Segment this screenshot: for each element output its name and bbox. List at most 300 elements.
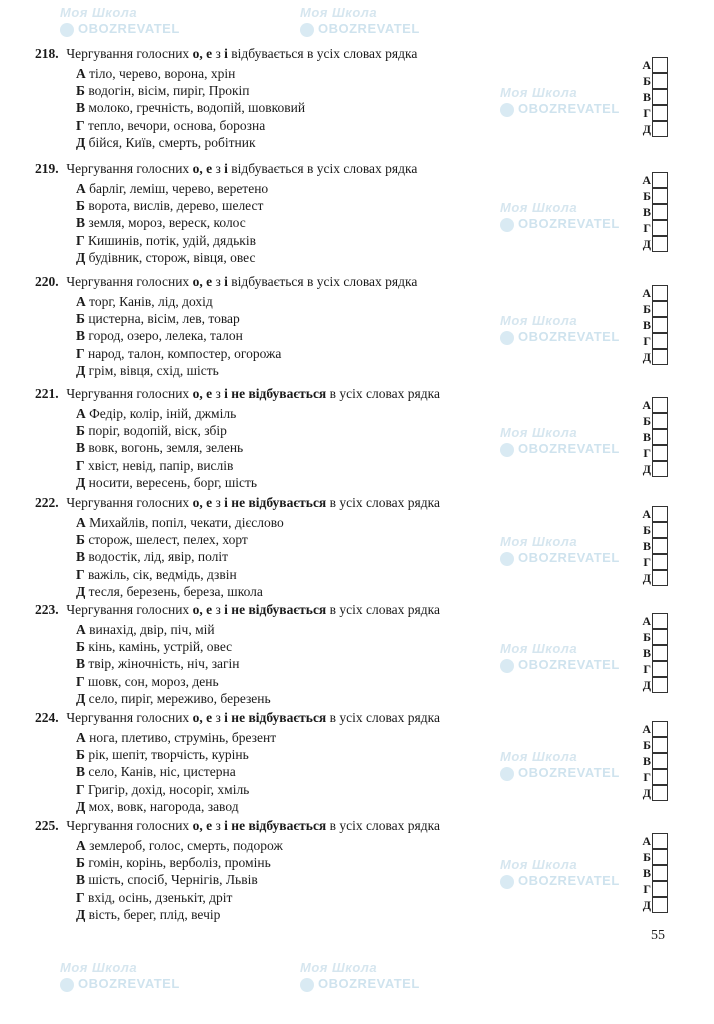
option-text: важіль, сік, ведмідь, дзвін [87, 566, 237, 582]
answer-letter: А [642, 286, 651, 300]
watermark-brand: Моя Школа [500, 749, 578, 764]
answer-option [76, 232, 268, 249]
answer-letter: Г [643, 662, 651, 676]
answer-choice [640, 413, 668, 429]
option-letter: Д [76, 249, 86, 265]
stem-text: з [212, 274, 225, 289]
answer-choice [640, 73, 668, 89]
stem-text: з [212, 495, 225, 510]
answer-option [76, 99, 305, 116]
answer-option [76, 457, 257, 474]
option-letter: А [76, 515, 86, 530]
option-text: шовк, сон, мороз, день [87, 673, 219, 689]
watermark-logo-icon [60, 978, 74, 992]
answer-checkbox[interactable] [652, 661, 668, 677]
answer-choice [640, 333, 668, 349]
option-text: торг, Канів, лід, дохід [89, 294, 213, 309]
answer-letter: Г [643, 555, 651, 569]
answer-choice [640, 613, 668, 629]
answer-option [76, 134, 305, 151]
answer-letter: Б [643, 850, 651, 864]
watermark-brand: Моя Школа [500, 85, 578, 100]
option-text: барліг, леміш, черево, веретено [89, 181, 269, 196]
option-letter: Д [76, 474, 86, 490]
answer-choice [640, 737, 668, 753]
watermark-brand: Моя Школа [300, 960, 378, 975]
stem-bold: о, е [192, 602, 213, 617]
answer-boxes [640, 57, 668, 137]
stem-text: Чергування голосних [66, 818, 193, 833]
option-text: нога, плетиво, струмінь, брезент [89, 730, 277, 745]
page-number: 55 [651, 928, 665, 943]
answer-option [76, 345, 281, 362]
answer-checkbox[interactable] [652, 220, 668, 236]
watermark-brand: OBOZREVATEL [78, 21, 180, 36]
answer-choice [640, 570, 668, 586]
answer-letter: Г [643, 882, 651, 896]
answer-choice [640, 172, 668, 188]
option-letter: Г [76, 566, 85, 582]
answer-checkbox[interactable] [652, 570, 668, 586]
options-list [76, 293, 281, 379]
answer-letter: Б [643, 414, 651, 428]
answer-checkbox[interactable] [652, 285, 668, 301]
answer-checkbox[interactable] [652, 897, 668, 913]
answer-checkbox[interactable] [652, 57, 668, 73]
options-list [76, 837, 283, 923]
answer-letter: Д [642, 122, 651, 136]
answer-choice [640, 89, 668, 105]
answer-choice [640, 461, 668, 477]
option-letter: Б [76, 423, 85, 439]
answer-choice [640, 554, 668, 570]
answer-checkbox[interactable] [652, 833, 668, 849]
answer-boxes [640, 172, 668, 252]
answer-boxes [640, 397, 668, 477]
stem-text: Чергування голосних [66, 161, 193, 176]
stem-negation: не відбувається [227, 386, 327, 401]
option-text: грім, вівця, схід, шість [88, 362, 219, 378]
option-letter: Г [76, 117, 85, 133]
answer-choice [640, 538, 668, 554]
watermark [300, 5, 420, 37]
answer-letter: А [642, 58, 651, 72]
stem-text: Чергування голосних [66, 710, 193, 725]
answer-choice [640, 445, 668, 461]
answer-option [76, 621, 271, 638]
question-225 [0, 817, 714, 925]
stem-text: відбувається в усіх словах рядка [227, 46, 418, 61]
stem-text: Чергування голосних [66, 386, 193, 401]
option-letter: А [76, 622, 86, 637]
answer-option [76, 514, 284, 531]
option-letter: Г [76, 345, 85, 361]
option-text: вість, берег, плід, вечір [88, 906, 221, 922]
answer-boxes [640, 285, 668, 365]
answer-letter: Г [643, 334, 651, 348]
watermark-brand: OBOZREVATEL [518, 329, 620, 344]
answer-checkbox[interactable] [652, 769, 668, 785]
answer-choice [640, 204, 668, 220]
option-letter: Б [76, 198, 85, 214]
option-text: земля, мороз, вереск, колос [88, 215, 246, 231]
answer-choice [640, 397, 668, 413]
answer-option [76, 889, 283, 906]
watermark-brand: OBOZREVATEL [318, 976, 420, 991]
option-letter: А [76, 294, 86, 309]
answer-choice [640, 661, 668, 677]
option-text: Григір, дохід, носоріг, хміль [87, 781, 250, 797]
stem-text: Чергування голосних [66, 274, 193, 289]
answer-option [76, 439, 257, 456]
question-stem [35, 45, 417, 62]
option-text: твір, жіночність, ніч, загін [88, 656, 240, 672]
options-list [76, 514, 284, 600]
answer-option [76, 293, 281, 310]
answer-letter: А [642, 398, 651, 412]
stem-bold: о, е [192, 495, 213, 510]
answer-checkbox[interactable] [652, 397, 668, 413]
stem-text: відбувається в усіх словах рядка [227, 274, 418, 289]
watermark-brand: OBOZREVATEL [518, 550, 620, 565]
option-text: вхід, осінь, дзенькіт, дріт [87, 889, 233, 905]
answer-choice [640, 429, 668, 445]
answer-option [76, 327, 281, 344]
answer-option [76, 197, 268, 214]
option-text: Михайлів, попіл, чекати, дієслово [89, 515, 284, 530]
answer-choice [640, 121, 668, 137]
stem-text: з [212, 710, 225, 725]
option-letter: Г [76, 673, 85, 689]
option-letter: Б [76, 747, 85, 763]
options-list [76, 65, 305, 151]
question-220 [0, 273, 714, 381]
question-number: 221. [35, 386, 59, 401]
option-letter: В [76, 872, 86, 888]
watermark-brand: Моя Школа [500, 857, 578, 872]
stem-bold: о, е [192, 818, 213, 833]
option-text: Кишинів, потік, удій, дядьків [87, 232, 256, 248]
answer-checkbox[interactable] [652, 89, 668, 105]
option-text: народ, талон, компостер, огорожа [87, 345, 282, 361]
answer-checkbox[interactable] [652, 445, 668, 461]
stem-text: Чергування голосних [66, 46, 193, 61]
option-text: шість, спосіб, Чернігів, Львів [88, 872, 258, 888]
answer-choice [640, 849, 668, 865]
option-text: землероб, голос, смерть, подорож [89, 838, 283, 853]
options-list [76, 180, 268, 266]
answer-checkbox[interactable] [652, 881, 668, 897]
answer-letter: В [642, 318, 651, 332]
stem-text: в усіх словах рядка [326, 602, 440, 617]
option-letter: В [76, 549, 86, 565]
answer-letter: Д [642, 350, 651, 364]
option-text: вовк, вогонь, земля, зелень [88, 440, 244, 456]
answer-boxes [640, 506, 668, 586]
answer-checkbox[interactable] [652, 865, 668, 881]
stem-bold: о, е [192, 386, 213, 401]
answer-checkbox[interactable] [652, 317, 668, 333]
answer-option [76, 117, 305, 134]
answer-option [76, 362, 281, 379]
question-stem [35, 817, 440, 834]
option-letter: Б [76, 83, 85, 99]
option-text: тесля, березень, береза, школа [88, 583, 263, 599]
stem-bold: і [224, 710, 228, 725]
answer-letter: А [642, 614, 651, 628]
answer-option [76, 214, 268, 231]
stem-bold: і [224, 274, 228, 289]
watermark-brand: Моя Школа [500, 200, 578, 215]
answer-letter: Б [643, 189, 651, 203]
question-number: 219. [35, 161, 59, 176]
option-letter: В [76, 764, 86, 780]
options-list [76, 729, 276, 815]
stem-negation: не відбувається [227, 495, 327, 510]
answer-checkbox[interactable] [652, 301, 668, 317]
answer-choice [640, 629, 668, 645]
question-number: 220. [35, 274, 59, 289]
answer-checkbox[interactable] [652, 121, 668, 137]
answer-letter: Г [643, 770, 651, 784]
watermark-brand: OBOZREVATEL [518, 101, 620, 116]
question-number: 218. [35, 46, 59, 61]
answer-choice [640, 285, 668, 301]
option-letter: Д [76, 134, 86, 150]
stem-negation: не відбувається [227, 602, 327, 617]
answer-checkbox[interactable] [652, 522, 668, 538]
option-letter: Б [76, 532, 85, 548]
answer-checkbox[interactable] [652, 554, 668, 570]
option-text: бійся, Київ, смерть, робітник [88, 134, 256, 150]
watermark-brand: Моя Школа [500, 534, 578, 549]
answer-checkbox[interactable] [652, 753, 668, 769]
answer-checkbox[interactable] [652, 105, 668, 121]
option-text: Федір, колір, іній, джміль [89, 406, 237, 421]
option-text: сторож, шелест, пелех, хорт [88, 532, 248, 548]
answer-option [76, 82, 305, 99]
option-text: винахід, двір, піч, мій [89, 622, 215, 637]
answer-option [76, 729, 276, 746]
option-text: носити, вересень, борг, шість [88, 474, 258, 490]
question-222 [0, 494, 714, 602]
option-text: водостік, лід, явір, політ [88, 549, 229, 565]
watermark-brand: Моя Школа [60, 5, 138, 20]
answer-choice [640, 301, 668, 317]
answer-letter: А [642, 834, 651, 848]
watermark-brand: OBOZREVATEL [318, 21, 420, 36]
option-letter: Б [76, 311, 85, 327]
answer-choice [640, 506, 668, 522]
watermark-brand: Моя Школа [500, 641, 578, 656]
option-letter: А [76, 838, 86, 853]
answer-letter: Д [642, 678, 651, 692]
answer-checkbox[interactable] [652, 73, 668, 89]
answer-checkbox[interactable] [652, 737, 668, 753]
option-text: ворота, вислів, дерево, шелест [88, 198, 264, 214]
answer-letter: Б [643, 630, 651, 644]
stem-bold: і [224, 818, 228, 833]
option-letter: Д [76, 690, 86, 706]
option-letter: А [76, 66, 86, 81]
answer-choice [640, 522, 668, 538]
answer-checkbox[interactable] [652, 629, 668, 645]
question-221 [0, 385, 714, 493]
watermark-brand: Моя Школа [300, 5, 378, 20]
stem-text: з [212, 386, 225, 401]
answer-letter: Г [643, 221, 651, 235]
answer-option [76, 798, 276, 815]
stem-bold: і [224, 602, 228, 617]
answer-choice [640, 753, 668, 769]
answer-choice [640, 317, 668, 333]
question-stem [35, 273, 417, 290]
watermark-brand: OBOZREVATEL [518, 657, 620, 672]
options-list [76, 405, 257, 491]
question-stem [35, 494, 440, 511]
stem-bold: і [224, 495, 228, 510]
answer-checkbox[interactable] [652, 413, 668, 429]
question-stem [35, 385, 440, 402]
answer-letter: В [642, 646, 651, 660]
option-text: кінь, камінь, устрій, овес [88, 639, 233, 655]
answer-checkbox[interactable] [652, 333, 668, 349]
option-text: тепло, вечори, основа, борозна [87, 117, 266, 133]
answer-checkbox[interactable] [652, 785, 668, 801]
options-list [76, 621, 271, 707]
answer-letter: В [642, 866, 651, 880]
question-218 [0, 45, 714, 153]
answer-letter: Д [642, 786, 651, 800]
answer-option [76, 65, 305, 82]
option-letter: Г [76, 457, 85, 473]
stem-negation: не відбувається [227, 818, 327, 833]
question-number: 222. [35, 495, 59, 510]
option-text: будівник, сторож, вівця, овес [88, 249, 256, 265]
answer-choice [640, 881, 668, 897]
answer-checkbox[interactable] [652, 721, 668, 737]
option-letter: А [76, 181, 86, 196]
option-letter: Б [76, 639, 85, 655]
question-number: 224. [35, 710, 59, 725]
watermark-brand: Моя Школа [500, 313, 578, 328]
answer-checkbox[interactable] [652, 236, 668, 252]
answer-option [76, 583, 284, 600]
answer-option [76, 548, 284, 565]
answer-option [76, 566, 284, 583]
option-text: поріг, водопій, віск, збір [88, 423, 227, 439]
stem-bold: о, е [192, 46, 213, 61]
option-text: рік, шепіт, творчість, курінь [88, 747, 249, 763]
option-text: цистерна, вісім, лев, товар [88, 311, 240, 327]
answer-choice [640, 677, 668, 693]
watermark-logo-icon [60, 23, 74, 37]
answer-letter: Д [642, 462, 651, 476]
answer-choice [640, 57, 668, 73]
option-letter: Д [76, 798, 86, 814]
question-219 [0, 160, 714, 268]
option-letter: Д [76, 362, 86, 378]
stem-text: в усіх словах рядка [326, 495, 440, 510]
option-letter: В [76, 656, 86, 672]
answer-option [76, 531, 284, 548]
answer-letter: Г [643, 446, 651, 460]
answer-letter: Д [642, 571, 651, 585]
answer-choice [640, 769, 668, 785]
answer-checkbox[interactable] [652, 172, 668, 188]
stem-text: в усіх словах рядка [326, 710, 440, 725]
stem-text: в усіх словах рядка [326, 386, 440, 401]
answer-checkbox[interactable] [652, 677, 668, 693]
option-letter: Г [76, 232, 85, 248]
answer-option [76, 871, 283, 888]
answer-checkbox[interactable] [652, 204, 668, 220]
answer-option [76, 638, 271, 655]
answer-checkbox[interactable] [652, 849, 668, 865]
answer-letter: Б [643, 302, 651, 316]
answer-option [76, 673, 271, 690]
stem-text: з [212, 46, 225, 61]
answer-choice [640, 833, 668, 849]
option-text: тіло, черево, ворона, хрін [89, 66, 236, 81]
answer-checkbox[interactable] [652, 349, 668, 365]
option-letter: Г [76, 889, 85, 905]
answer-letter: А [642, 722, 651, 736]
answer-letter: В [642, 205, 651, 219]
watermark-brand: OBOZREVATEL [518, 216, 620, 231]
answer-option [76, 310, 281, 327]
answer-option [76, 746, 276, 763]
answer-choice [640, 897, 668, 913]
answer-checkbox[interactable] [652, 613, 668, 629]
stem-text: з [212, 161, 225, 176]
stem-text: в усіх словах рядка [326, 818, 440, 833]
answer-option [76, 422, 257, 439]
answer-checkbox[interactable] [652, 506, 668, 522]
answer-checkbox[interactable] [652, 538, 668, 554]
answer-choice [640, 645, 668, 661]
answer-letter: В [642, 90, 651, 104]
answer-letter: В [642, 754, 651, 768]
answer-option [76, 854, 283, 871]
answer-boxes [640, 833, 668, 913]
answer-choice [640, 236, 668, 252]
answer-option [76, 763, 276, 780]
option-letter: В [76, 328, 86, 344]
answer-letter: Г [643, 106, 651, 120]
watermark [60, 960, 180, 992]
stem-bold: о, е [192, 710, 213, 725]
option-letter: Б [76, 855, 85, 871]
answer-checkbox[interactable] [652, 461, 668, 477]
answer-checkbox[interactable] [652, 188, 668, 204]
answer-choice [640, 721, 668, 737]
question-stem [35, 160, 417, 177]
answer-checkbox[interactable] [652, 429, 668, 445]
watermark-logo-icon [300, 978, 314, 992]
answer-checkbox[interactable] [652, 645, 668, 661]
watermark [300, 960, 420, 992]
stem-bold: і [224, 46, 228, 61]
answer-choice [640, 220, 668, 236]
question-224 [0, 709, 714, 817]
watermark-brand: OBOZREVATEL [518, 441, 620, 456]
option-letter: А [76, 730, 86, 745]
stem-bold: і [224, 386, 228, 401]
option-letter: Д [76, 583, 86, 599]
answer-option [76, 249, 268, 266]
answer-option [76, 906, 283, 923]
